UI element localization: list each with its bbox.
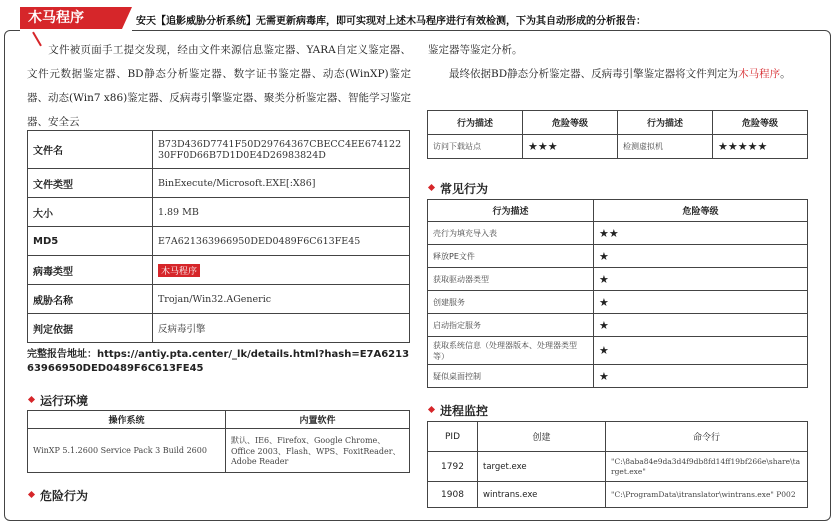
table-row: 创建服务 ★ [428, 291, 808, 314]
intro-text: 安天【追影威胁分析系统】无需更新病毒库，即可实现对上述木马程序进行有效检测，下为其自动形成的分析报告： [136, 16, 646, 27]
table-row: 判定依据 反病毒引擎 [28, 314, 410, 343]
danger-table: 行为描述 危险等级 行为描述 危险等级 访问下载站点 ★★★ 检测虚拟机 ★★★★★ [427, 110, 808, 159]
table-row: 获取系统信息（处理器版本、处理器类型等） ★ [428, 337, 808, 365]
common-section-title: 常见行为 [429, 180, 488, 197]
proc-section-title: 进程监控 [429, 402, 488, 419]
table-row: 大小 1.89 MB [28, 198, 410, 227]
table-row: 1792 target.exe "C:\8aba84e9da3d4f9db8fd14ff19bf266e\share\target.exe" [428, 452, 808, 482]
left-paragraph: 文件被页面手工提交发现，经由文件来源信息鉴定器、YARA自定义鉴定器、文件元数据鉴定器、BD静态分析鉴定器、数字证书鉴定器、动态(WinXP)鉴定器、动态(Win7 x86)鉴定器、反病毒引擎鉴定器、聚类分析鉴定器、智能学习鉴定器、安全云 [27, 44, 411, 128]
table-row: 启动指定服务 ★ [428, 314, 808, 337]
table-row: 病毒类型 木马程序 [28, 256, 410, 285]
table-row: 释放PE文件 ★ [428, 245, 808, 268]
table-row: 获取驱动器类型 ★ [428, 268, 808, 291]
table-row: 威胁名称 Trojan/Win32.AGeneric [28, 285, 410, 314]
table-row: MD5 E7A621363966950DED0489F6C613FE45 [28, 227, 410, 256]
proc-table: PID 创建 命令行 1792 target.exe "C:\8aba84e9da3d4f9db8fd14ff19bf266e\share\target.exe" 1908 wintrans.exe "C:\ProgramData\itranslator\wintrans.exe" P002 [427, 421, 808, 508]
right-paragraph: 鉴定器等鉴定分析。 最终依据BD静态分析鉴定器、反病毒引擎鉴定器将文件判定为木马程序。 [428, 44, 791, 80]
danger-section-title: 危险行为 [29, 487, 88, 504]
report-url[interactable]: 完整报告地址：https://antiy.pta.center/_lk/details.html?hash=E7A621363966950DED0489F6C613FE45 [27, 349, 410, 374]
table-row: 访问下载站点 ★★★ 检测虚拟机 ★★★★★ [428, 135, 808, 159]
env-table: 操作系统 内置软件 WinXP 5.1.2600 Service Pack 3 Build 2600 默认、IE6、Firefox、Google Chrome、Office 2003、Flash、WPS、FoxitReader、Adobe Reader [27, 410, 410, 473]
table-row: 文件类型 BinExecute/Microsoft.EXE[:X86] [28, 169, 410, 198]
table-row: 文件名 B73D436D7741F50D29764367CBECC4EE67412230FF0D66B7D1D0E4D26983824D [28, 131, 410, 169]
env-section-title: 运行环境 [29, 392, 88, 409]
virus-type-badge: 木马程序 [158, 264, 200, 277]
file-info-table [27, 130, 410, 343]
table-row: 1908 wintrans.exe "C:\ProgramData\itranslator\wintrans.exe" P002 [428, 482, 808, 508]
table-row: 壳行为填充导入表 ★★ [428, 222, 808, 245]
table-row: WinXP 5.1.2600 Service Pack 3 Build 2600 默认、IE6、Firefox、Google Chrome、Office 2003、Flash、WPS、FoxitReader、Adobe Reader [28, 429, 410, 473]
table-row: 疑似桌面控制 ★ [428, 365, 808, 388]
common-table: 行为描述 危险等级 壳行为填充导入表 ★★ 释放PE文件 ★ 获取驱动器类型 ★ 创建服务 ★ 启动指定服务 ★ 获取系统信息（处理器版本、处理器类型等） ★ 疑似桌面控制 ★ [427, 199, 808, 388]
section-tag: 木马程序 [20, 7, 122, 29]
